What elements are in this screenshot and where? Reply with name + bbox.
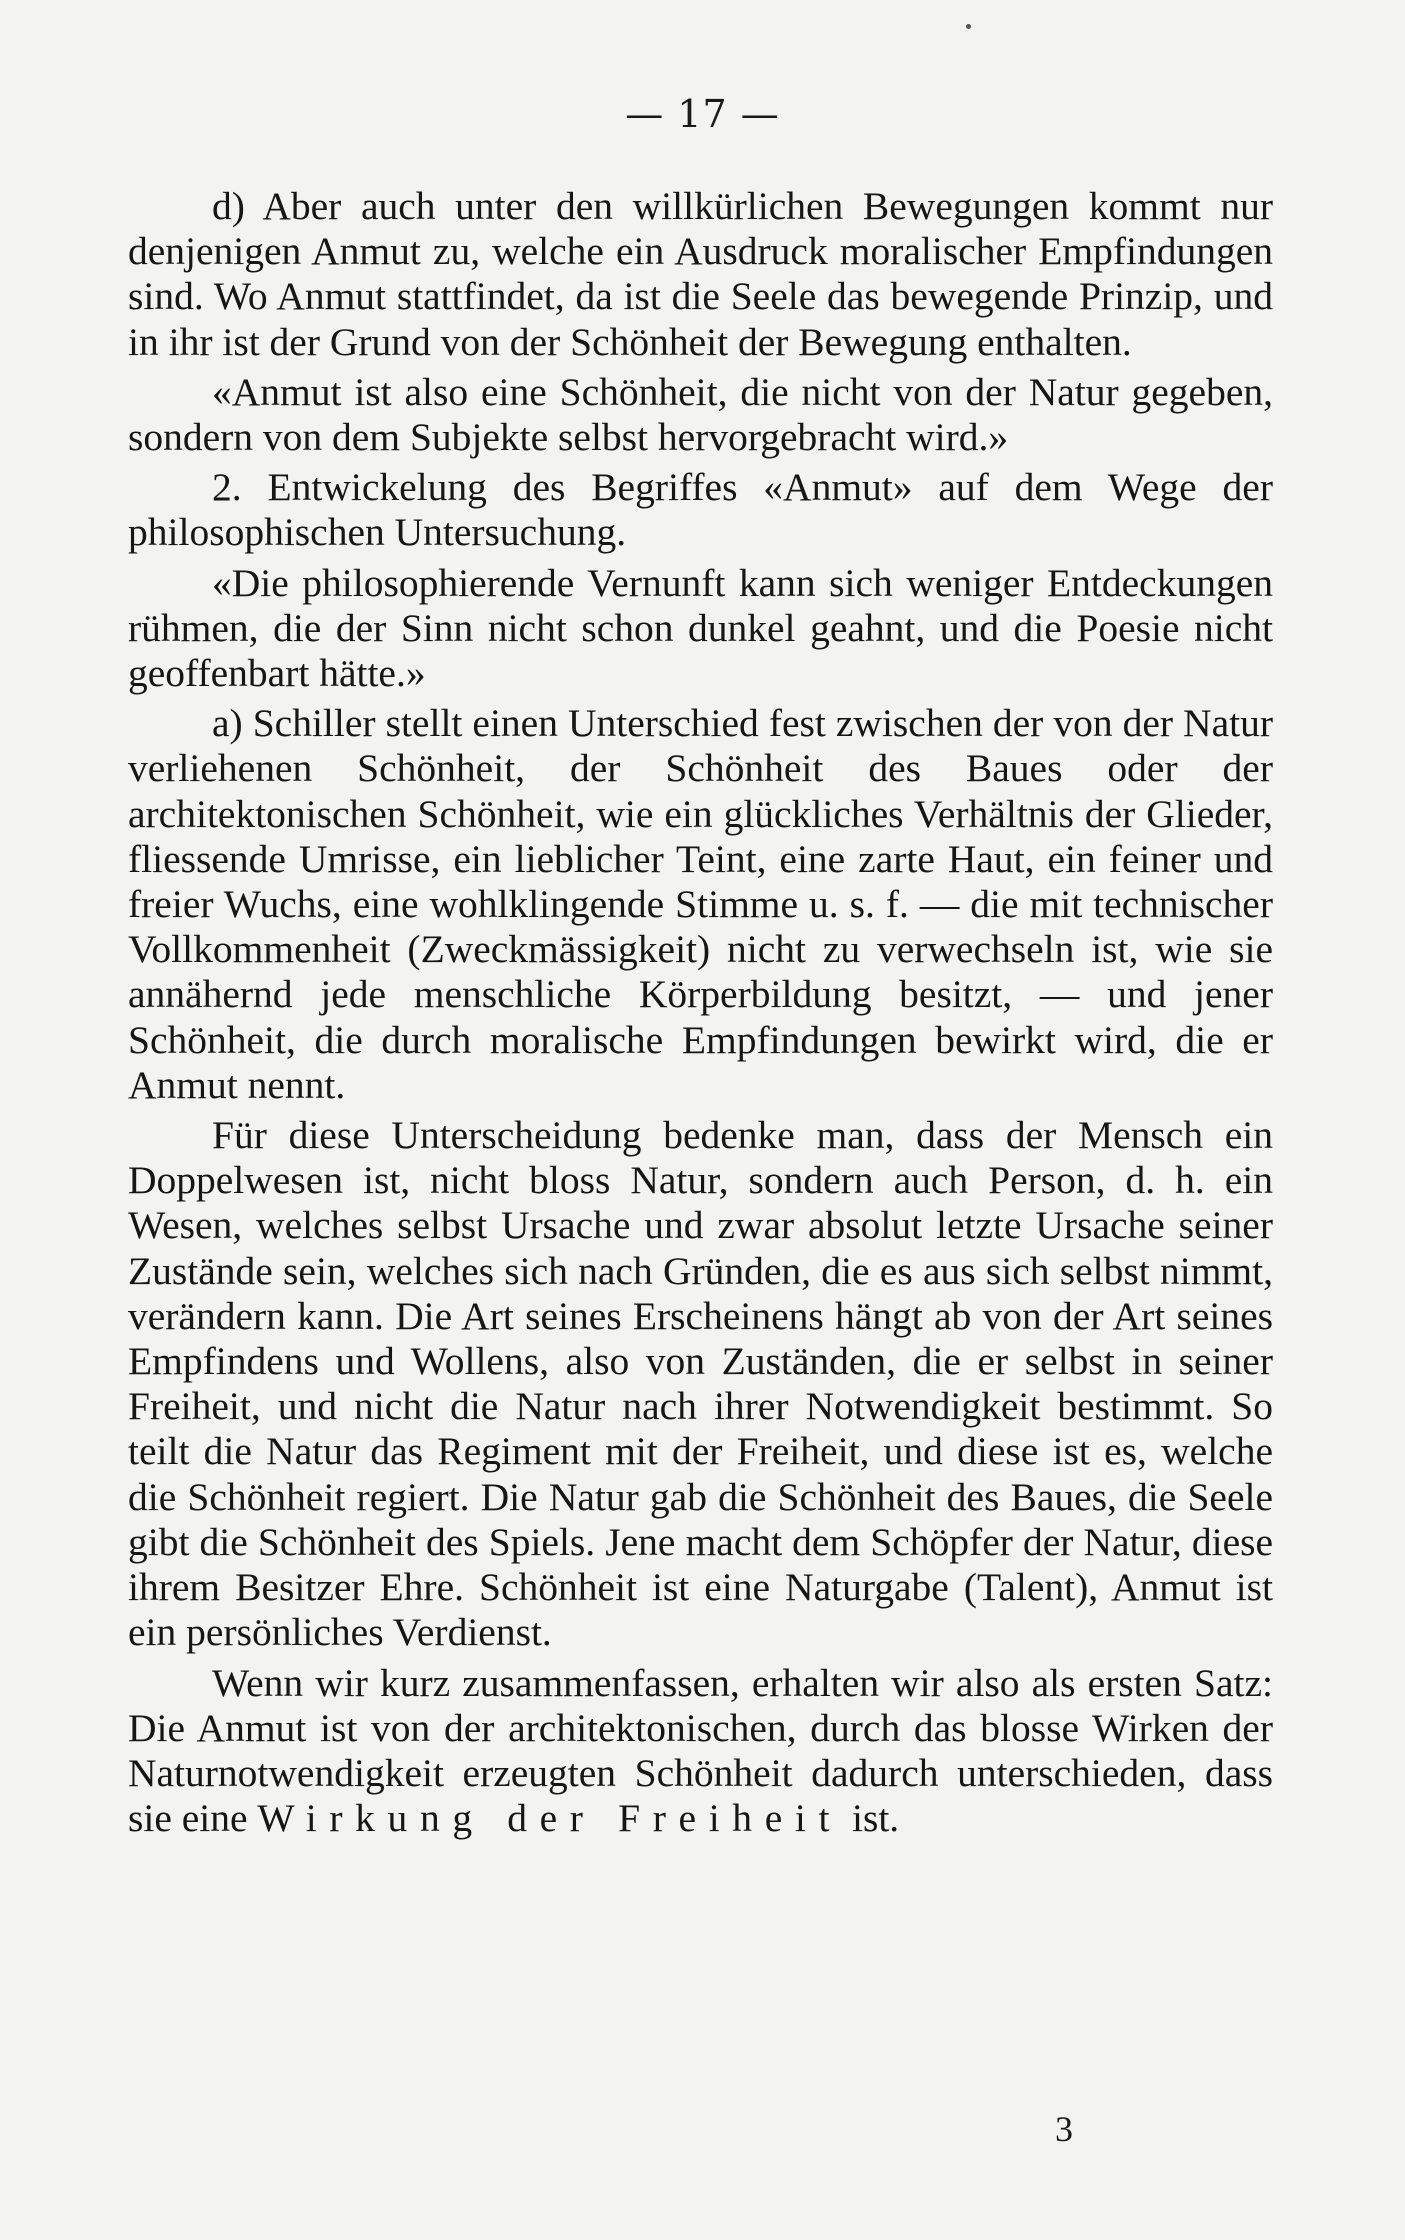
body-text bbox=[128, 184, 1273, 1841]
paragraph-doppelwesen: Für diese Unterscheidung bedenke man, dass der Mensch ein Doppelwesen ist, nicht bloss Natur, sondern auch Person, d. h. ein Wesen, welches selbst Ursache und zwar absolut letzte Ursache seiner Zustände sein, welches sich nach Gründen, die es aus sich selbst nimmt, verändern kann. Die Art seines Erscheinens hängt ab von der Art seines Empfindens und Wollens, also von Zuständen, die er selbst in seiner Freiheit, und nicht die Natur nach ihrer Notwendigkeit bestimmt. So teilt die Natur das Regiment mit der Freiheit, und diese ist es, welche die Schönheit regiert. Die Natur gab die Schönheit des Baues, die Seele gibt die Schönheit des Spiels. Jene macht dem Schöpfer der Natur, diese ihrem Besitzer Ehre. Schönheit ist eine Naturgabe (Talent), Anmut ist ein persönliches Verdienst. bbox=[128, 1113, 1273, 1655]
paragraph-a-schiller-unterschied: a) Schiller stellt einen Unterschied fest zwischen der von der Natur verliehenen Schönheit, der Schönheit des Baues oder der architektonischen Schönheit, wie ein glückliches Verhältnis der Glieder, fliessende Umrisse, ein lieblicher Teint, eine zarte Haut, ein feiner und freier Wuchs, eine wohlklingende Stimme u. s. f. — die mit technischer Vollkommenheit (Zweckmässigkeit) nicht zu verwechseln ist, wie sie annähernd jede menschliche Körperbildung besitzt, — und jener Schönheit, die durch moralische Empfindungen bewirkt wird, die er Anmut nennt. bbox=[128, 701, 1273, 1107]
emphasis-wirkung-der-freiheit: Wirkung der Freiheit bbox=[257, 1796, 843, 1841]
paragraph-philosophierende-vernunft-quote: «Die philosophierende Vernunft kann sich weniger Entdeckungen rühmen, die der Sinn nicht schon dunkel geahnt, und die Poesie nicht geoffenbart hätte.» bbox=[128, 560, 1273, 696]
print-speck bbox=[966, 24, 971, 29]
paragraph-anmut-definition-quote: «Anmut ist also eine Schönheit, die nicht von der Natur gegeben, sondern von dem Subjekte selbst hervorgebracht wird.» bbox=[128, 369, 1273, 460]
zusammenfassung-end: ist. bbox=[851, 1796, 900, 1841]
signature-mark: 3 bbox=[1055, 2109, 1073, 2149]
paragraph-d-willkuerliche-bewegungen: d) Aber auch unter den willkürlichen Bewegungen kommt nur denjenigen Anmut zu, welche ein Ausdruck moralischer Empfindungen sind. Wo Anmut stattfindet, da ist die Seele das bewegende Prinzip, und in ihr ist der Grund von der Schönheit der Bewegung enthalten. bbox=[128, 184, 1273, 364]
paragraph-zusammenfassung bbox=[128, 1661, 1273, 1842]
section-heading-entwickelung: 2. Entwickelung des Begriffes «Anmut» auf dem Wege der philosophischen Untersuchung. bbox=[128, 465, 1273, 555]
zusammenfassung-text: Wenn wir kurz zusammenfassen, erhalten wir also als ersten Satz: Die Anmut ist von der architektonischen, durch das blosse Wirken der Naturnotwendigkeit erzeugten Schönheit dadurch unterschieden, dass sie eine bbox=[128, 1660, 1273, 1841]
page-number-header: — 17 — bbox=[625, 92, 780, 136]
